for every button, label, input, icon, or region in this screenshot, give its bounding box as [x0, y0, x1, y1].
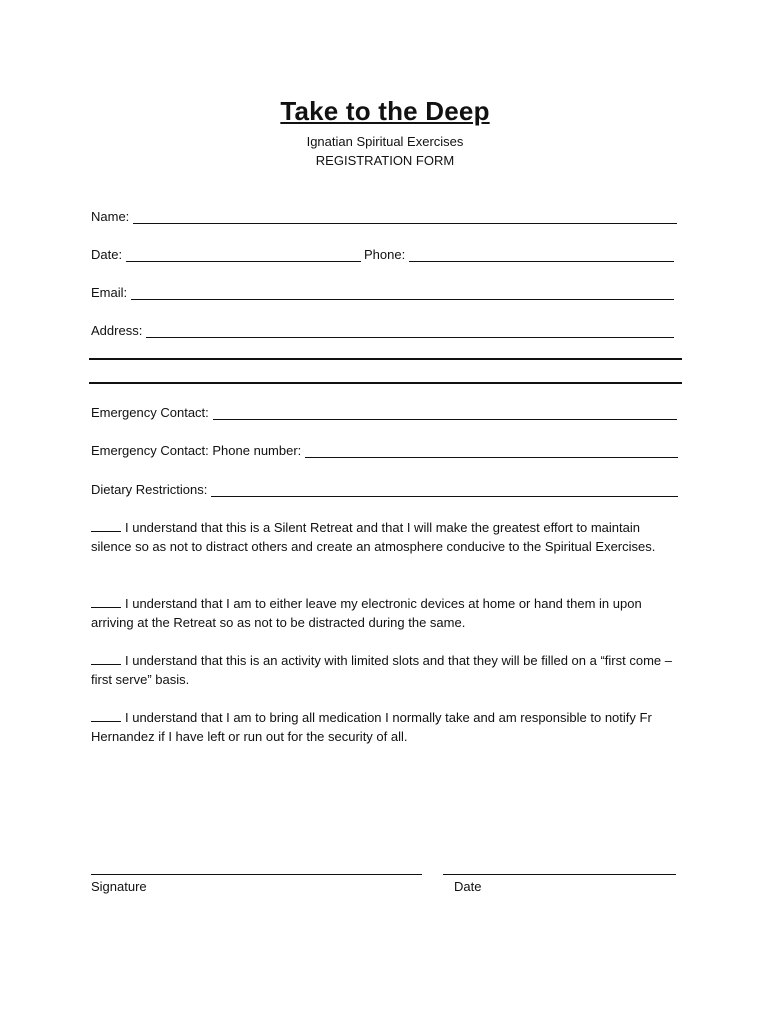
form-name: REGISTRATION FORM	[315, 153, 455, 168]
emergency-phone-label: Emergency Contact: Phone number:	[91, 443, 302, 458]
initial-blank[interactable]	[91, 710, 121, 722]
acknowledgement-text: I understand that I am to bring all medication I normally take and am responsible to notify Fr Hernandez if I have left or run out for the security of all.	[91, 710, 652, 744]
name-field	[91, 208, 677, 224]
acknowledgement-text: I understand that this is a Silent Retreat and that I will make the greatest effort to maintain silence so as not to distract others and create an atmosphere conducive to the Spiritual Exercises.	[91, 520, 656, 554]
dietary-label: Dietary Restrictions:	[91, 482, 208, 497]
email-label: Email:	[91, 285, 128, 300]
acknowledgement-medication	[91, 708, 683, 746]
signature-label: Signature	[91, 879, 147, 894]
emergency-contact-field	[91, 404, 677, 420]
dietary-field	[91, 481, 678, 497]
date-label: Date:	[91, 247, 123, 262]
address-input-line[interactable]	[146, 325, 674, 338]
address-label: Address:	[91, 323, 143, 338]
acknowledgement-slots	[91, 651, 683, 689]
acknowledgement-devices	[91, 594, 683, 632]
acknowledgement-text: I understand that I am to either leave my electronic devices at home or hand them in upon arriving at the Retreat so as not to be distracted during the same.	[91, 596, 642, 630]
emergency-phone-input-line[interactable]	[305, 445, 678, 458]
form-subtitle: Ignatian Spiritual Exercises	[306, 134, 464, 149]
address-line-3[interactable]	[89, 382, 682, 384]
date-field	[91, 246, 361, 262]
name-label: Name:	[91, 209, 130, 224]
address-line-2[interactable]	[89, 358, 682, 360]
email-field	[91, 284, 674, 300]
dietary-input-line[interactable]	[211, 484, 678, 497]
emergency-contact-label: Emergency Contact:	[91, 405, 209, 420]
acknowledgement-silence	[91, 518, 683, 556]
acknowledgement-text: I understand that this is an activity with limited slots and that they will be filled on a “first come – first serve” basis.	[91, 653, 672, 687]
date-input-line[interactable]	[126, 249, 361, 262]
email-input-line[interactable]	[131, 287, 674, 300]
phone-input-line[interactable]	[409, 249, 674, 262]
phone-label: Phone:	[364, 247, 406, 262]
signature-date-label: Date	[454, 879, 482, 894]
form-title: Take to the Deep	[280, 96, 490, 126]
emergency-contact-input-line[interactable]	[213, 407, 677, 420]
initial-blank[interactable]	[91, 653, 121, 665]
initial-blank[interactable]	[91, 596, 121, 608]
address-field	[91, 322, 674, 338]
signature-line[interactable]	[91, 874, 422, 875]
emergency-phone-field	[91, 442, 678, 458]
name-input-line[interactable]	[133, 211, 677, 224]
date-signature-line[interactable]	[443, 874, 676, 875]
phone-field	[364, 246, 674, 262]
initial-blank[interactable]	[91, 520, 121, 532]
